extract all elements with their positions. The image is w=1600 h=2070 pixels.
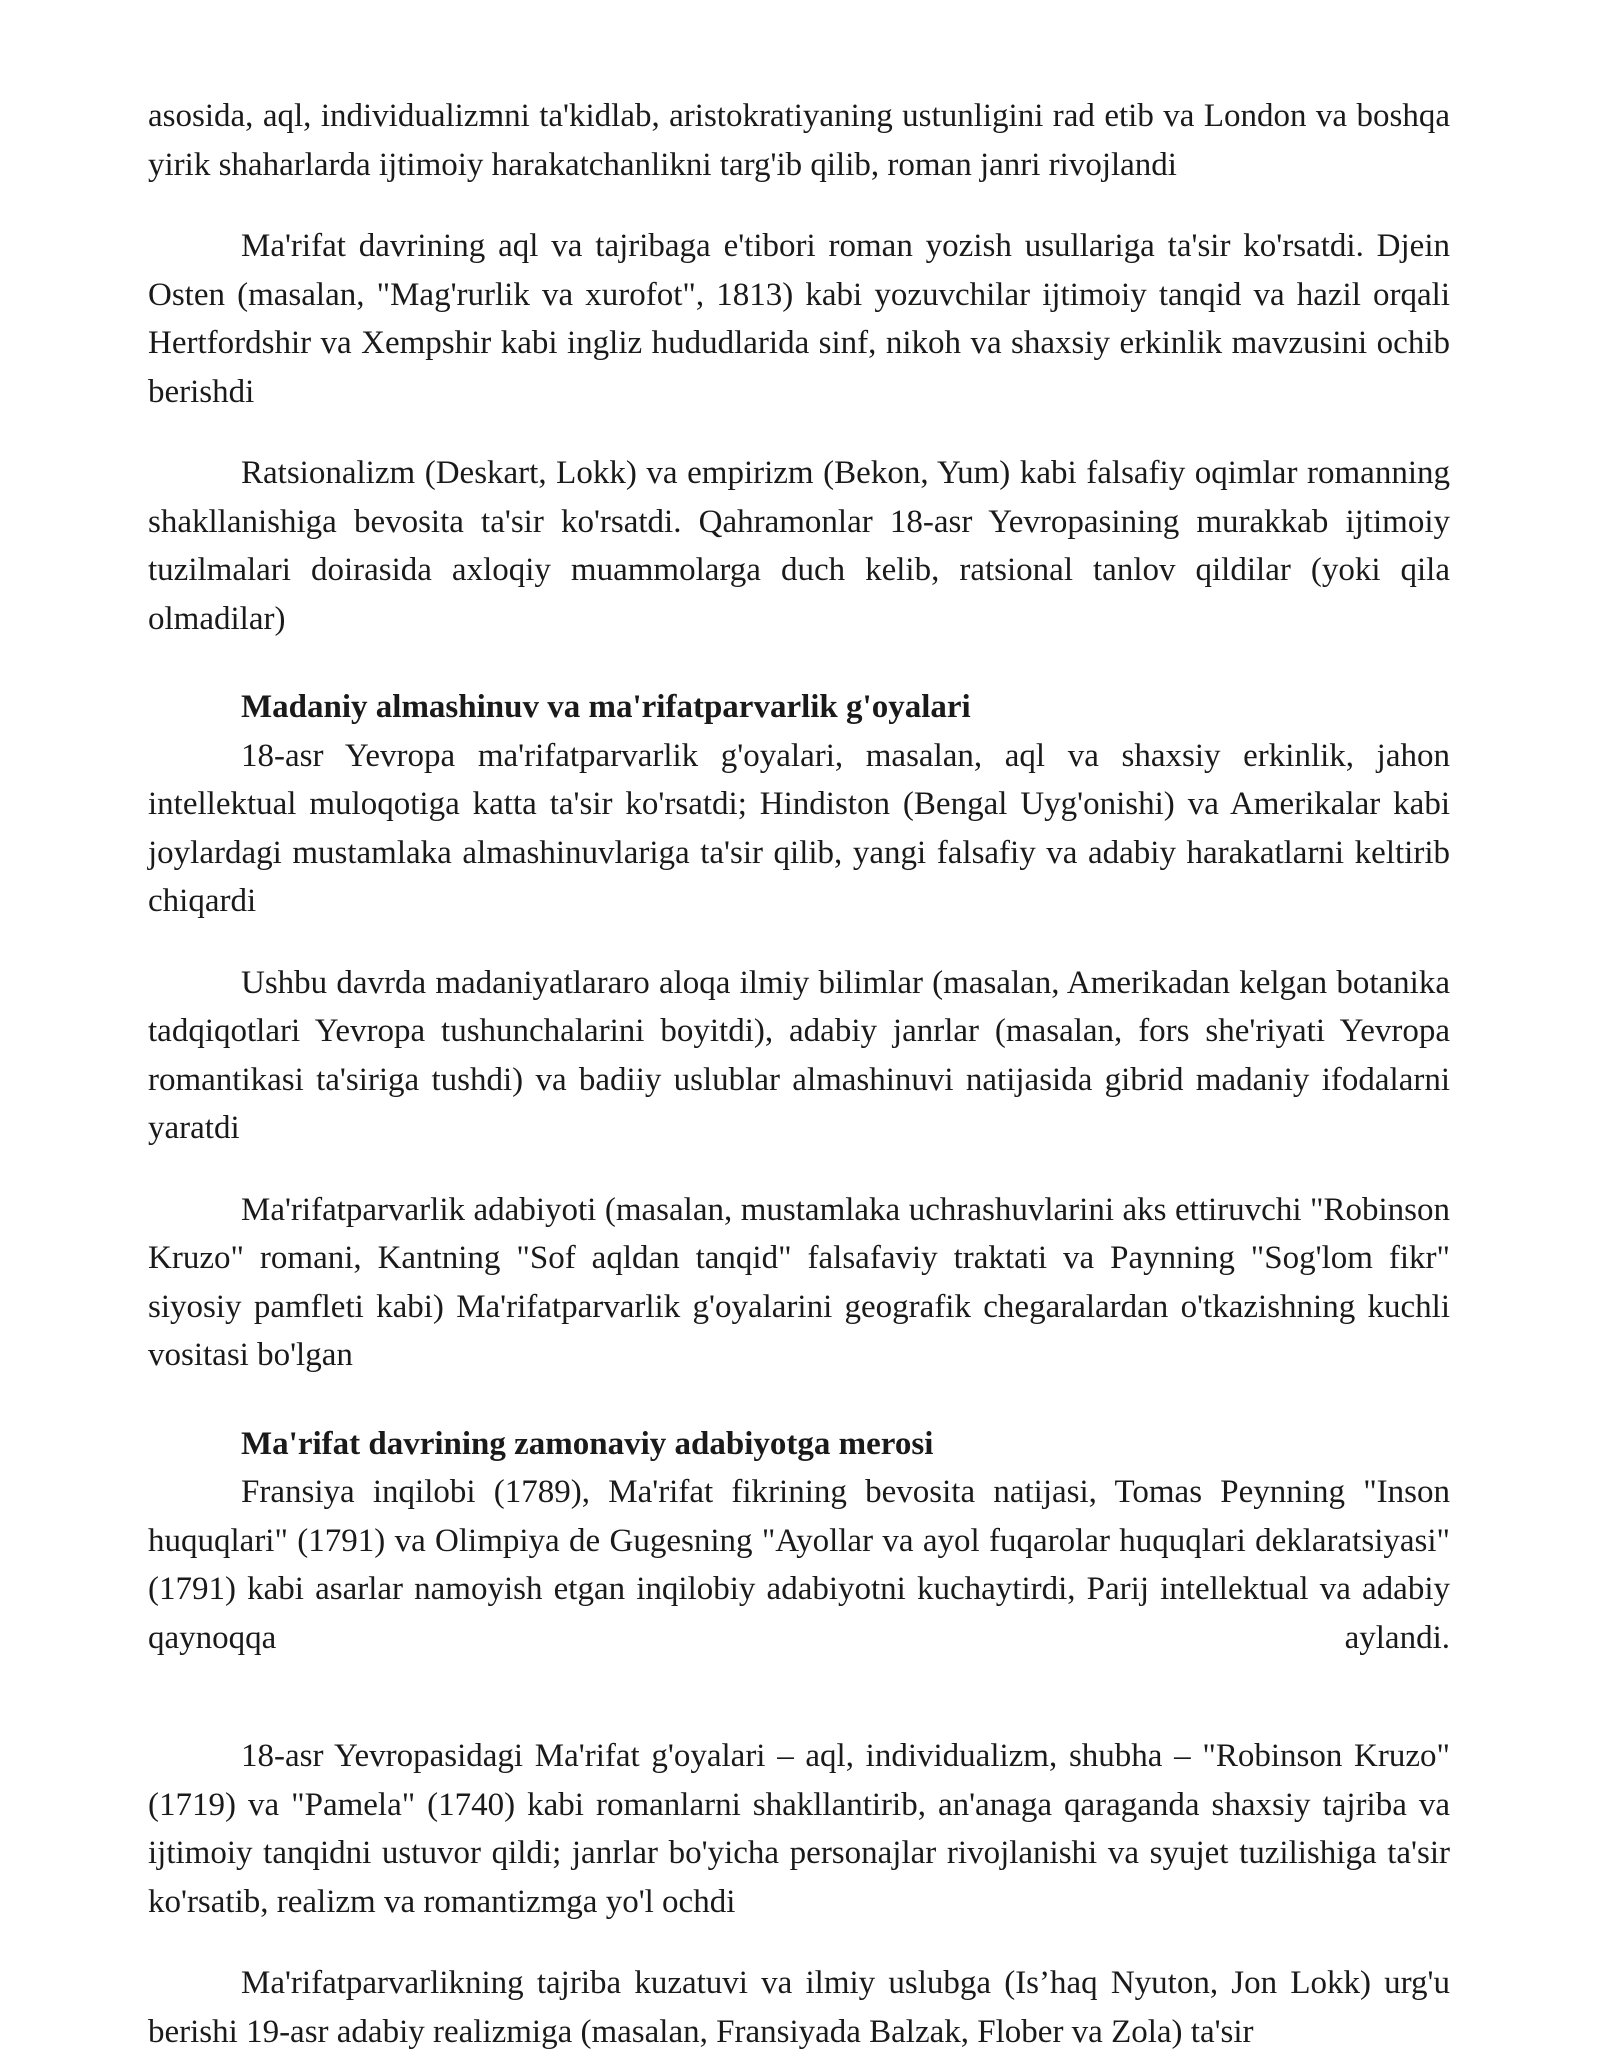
paragraph-global-influence: 18-asr Yevropa ma'rifatparvarlik g'oyalari, masalan, aql va shaxsiy erkinlik, jahon intellektual muloqotiga katta ta'sir ko'rsatdi; Hindiston (Bengal Uyg'onishi) va Amerikalar kabi joylardagi mustamlaka almashinuvlariga ta'sir qilib, yangi falsafiy va adabiy harakatlarni keltirib chiqardi	[148, 737, 1450, 919]
paragraph-enlightenment-literature: Ma'rifatparvarlik adabiyoti (masalan, mustamlaka uchrashuvlarini aks ettiruvchi "Robinson Kruzo" romani, Kantning "Sof aqldan tanqid" falsafaviy traktati va Paynning "Sog'lom fikr" siyosiy pamfleti kabi) Ma'rifatparvarlik g'oyalarini geografik chegaralardan o'tkazishning kuchli vositasi bo'lgan	[148, 1191, 1450, 1373]
paragraph-novel-shaping: 18-asr Yevropasidagi Ma'rifat g'oyalari – aql, individualizm, shubha – "Robinson Kruzo" (1719) va "Pamela" (1740) kabi romanlarni shakllantirib, an'anaga qaraganda shaxsiy tajriba va ijtimoiy tanqidni ustuvor qildi; janrlar bo'yicha personajlar rivojlanishi va syujet tuzilishiga ta'sir ko'rsatib, realizm va romantizmga yo'l ochdi	[148, 1738, 1450, 1920]
paragraph-intercultural-contact: Ushbu davrda madaniyatlararo aloqa ilmiy bilimlar (masalan, Amerikadan kelgan botanika tadqiqotlari Yevropa tushunchalarini boyitdi), adabiy janrlar (masalan, fors she'riyati Yevropa romantikasi ta'siriga tushdi) va badiiy uslublar almashinuvi natijasida gibrid madaniy ifodalarni yaratdi	[148, 964, 1450, 1146]
paragraph-continuation: asosida, aql, individualizmni ta'kidlab, aristokratiyaning ustunligini rad etib va London va boshqa yirik shaharlarda ijtimoiy harakatchanlikni targ'ib qilib, roman janri rivojlandi	[148, 98, 1450, 183]
section-heading-legacy: Ma'rifat davrining zamonaviy adabiyotga merosi	[241, 1425, 934, 1462]
paragraph-rationalism: Ratsionalizm (Deskart, Lokk) va empirizm (Bekon, Yum) kabi falsafiy oqimlar romanning shakllanishiga bevosita ta'sir ko'rsatdi. Qahramonlar 18-asr Yevropasining murakkab ijtimoiy tuzilmalari doirasida axloqiy muammolarga duch kelib, ratsional tanlov qildilar (yoki qila olmadilar)	[148, 455, 1450, 637]
paragraph-french-revolution: Fransiya inqilobi (1789), Ma'rifat fikrining bevosita natijasi, Tomas Peynning "Inson huquqlari" (1791) va Olimpiya de Gugesning "Ayollar va ayol fuqarolar huquqlari deklaratsiyasi" (1791) kabi asarlar namoyish etgan inqilobiy adabiyotni kuchaytirdi, Parij intellektual va adabiy qaynoqqa aylandi.	[148, 1474, 1450, 1656]
document-page	[148, 92, 1450, 2056]
paragraph-realism-influence: Ma'rifatparvarlikning tajriba kuzatuvi va ilmiy uslubga (Is’haq Nyuton, Jon Lokk) urg'u berishi 19-asr adabiy realizmiga (masalan, Fransiyada Balzak, Flober va Zola) ta'sir	[148, 1965, 1450, 2050]
section-heading-cultural-exchange: Madaniy almashinuv va ma'rifatparvarlik g'oyalari	[241, 689, 971, 725]
paragraph-novel-methods: Ma'rifat davrining aql va tajribaga e'tibori roman yozish usullariga ta'sir ko'rsatdi. Djein Osten (masalan, "Mag'rurlik va xurofot", 1813) kabi yozuvchilar ijtimoiy tanqid va hazil orqali Hertfordshir va Xempshir kabi ingliz hududlarida sinf, nikoh va shaxsiy erkinlik mavzusini ochib berishdi	[148, 228, 1450, 410]
